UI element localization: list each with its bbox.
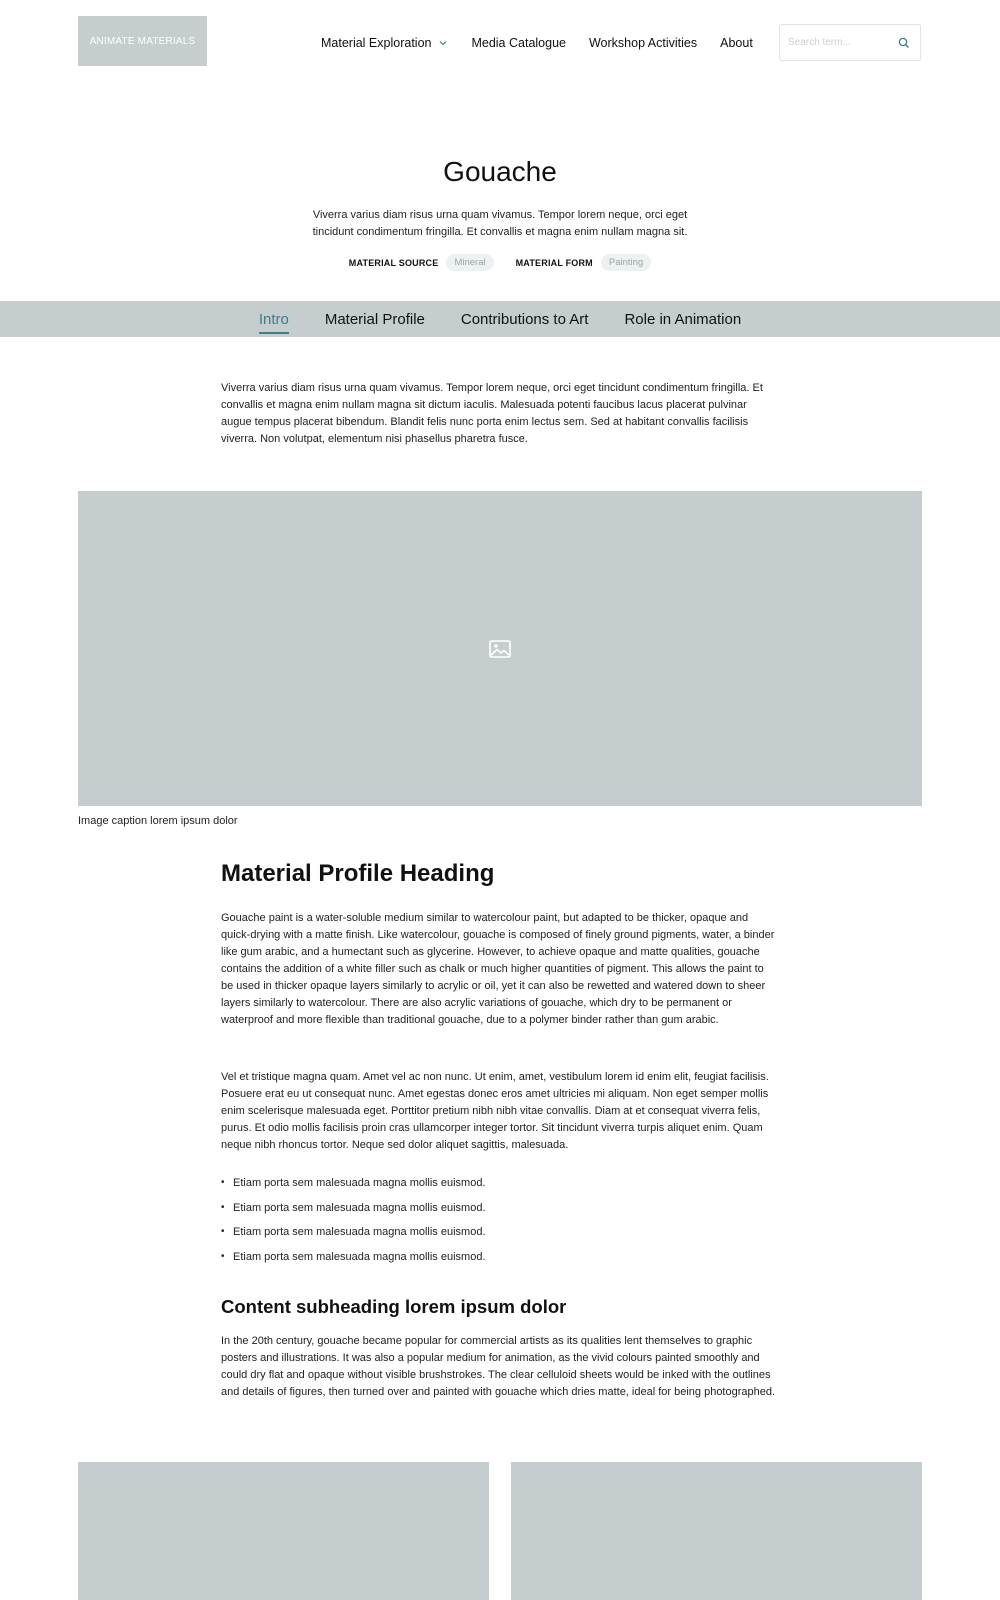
nav-about[interactable]: About [720, 36, 753, 50]
bullet-list [221, 1177, 486, 1275]
list-item-text: Etiam porta sem malesuada magna mollis euismod. [233, 1201, 486, 1214]
nav-material-exploration-label: Material Exploration [321, 36, 432, 50]
meta-chip[interactable]: Mineral [446, 254, 493, 271]
bullet-icon: • [221, 1177, 225, 1188]
meta-label: MATERIAL SOURCE [348, 257, 439, 268]
search-input[interactable] [788, 37, 898, 48]
profile-paragraph-1: Gouache paint is a water-soluble medium similar to watercolour paint, but adapted to be thicker, opaque and quick-drying with a matte finish. Like watercolour, gouache is composed of finely ground pigments, water, a binder like gum arabic, and a humectant such as glycerine. However, to achieve opaque and matte qualities, gouache contains the addition of a white filler such as chalk or much higher quantities of pigment. This allows the paint to be used in thicker opaque layers similarly to acrylic or oil, yet it can also be rewetted and watered down to sheer layers similarly to watercolour. There are also acrylic variations of gouache, which dry to be permanent or waterproof and more flexible than traditional gouache, due to a polymer binder rather than gum arabic. [221, 912, 775, 1026]
page-title: Gouache [443, 156, 557, 187]
meta-material-source [349, 254, 494, 271]
site-header [0, 0, 1000, 86]
gallery-image-left [78, 1462, 489, 1600]
nav-media-catalogue[interactable]: Media Catalogue [471, 36, 566, 50]
tab-contributions-to-art[interactable]: Contributions to Art [460, 310, 589, 328]
bullet-icon: • [221, 1226, 225, 1237]
bullet-icon: • [221, 1250, 225, 1262]
bullet-icon: • [221, 1201, 225, 1213]
image-placeholder-icon [489, 640, 511, 658]
meta-chip[interactable]: Painting [601, 254, 651, 271]
list-item [221, 1177, 486, 1202]
content-subheading: Content subheading lorem ipsum dolor [221, 1296, 567, 1317]
list-item-text: Etiam porta sem malesuada magna mollis euismod. [233, 1250, 486, 1263]
intro-paragraph: Viverra varius diam risus urna quam vivamus. Tempor lorem neque, orci eget tincidunt condimentum fringilla. Et convallis et magna enim nullam magna sit dictum iaculis. Malesuada potenti faucibus lacus placerat pulvinar augue tempus placerat bibendum. Blandit felis nunc porta enim lectus sem. Sed at habitant convallis facilisis viverra. Non volutpat, elementum nisi phasellus pharetra fusce. [221, 382, 763, 445]
tab-intro[interactable]: Intro [258, 310, 289, 328]
chevron-down-icon [438, 38, 448, 48]
image-caption: Image caption lorem ipsum dolor [78, 815, 238, 827]
material-meta [0, 254, 1000, 271]
list-item-text: Etiam porta sem malesuada magna mollis euismod. [233, 1226, 486, 1238]
feature-image [78, 491, 922, 806]
subheading-paragraph: In the 20th century, gouache became popular for commercial artists as its qualities lent themselves to graphic posters and illustrations. It was also a popular medium for animation, as the vivid colours painted smoothly and could dry flat and opaque without visible brushstrokes. The clear celluloid sheets would be inked with the outlines and details of figures, then turned over and painted with gouache which dries matte, ideal for being photographed. [221, 1335, 776, 1398]
meta-material-form [516, 254, 652, 271]
main-nav [321, 34, 776, 52]
section-tabs [0, 301, 1000, 337]
site-logo[interactable]: ANIMATE MATERIALS [78, 16, 207, 66]
nav-workshop-activities[interactable]: Workshop Activities [588, 36, 698, 50]
material-profile-heading: Material Profile Heading [221, 860, 495, 887]
tab-role-in-animation[interactable]: Role in Animation [624, 310, 742, 328]
list-item [221, 1226, 486, 1251]
list-item [221, 1251, 486, 1276]
search-box [779, 24, 921, 61]
hero-intro: Viverra varius diam risus urna quam vivamus. Tempor lorem neque, orci eget tincidunt condimentum fringilla. Et convallis et magna enim nullam magna sit. [312, 209, 688, 238]
meta-label: MATERIAL FORM [515, 257, 593, 268]
nav-material-exploration[interactable] [321, 36, 448, 50]
search-icon[interactable] [898, 37, 910, 49]
list-item [221, 1202, 486, 1227]
list-item-text: Etiam porta sem malesuada magna mollis euismod. [233, 1177, 486, 1189]
tab-material-profile[interactable]: Material Profile [324, 310, 425, 328]
profile-paragraph-2: Vel et tristique magna quam. Amet vel ac non nunc. Ut enim, amet, vestibulum lorem id enim elit, feugiat facilisis. Posuere erat eu ut consequat nunc. Amet egestas donec eros amet ultricies mi aliquam. Non eget semper mollis enim scelerisque malesuada eget. Porttitor pretium nibh nibh vitae convallis. Diam at et consequat viverra felis, purus. Et odio mollis facilisis proin cras ullamcorper integer tortor. Sit tincidunt viverra turpis aliquet enim. Quam neque nibh rhoncus tortor. Neque sed dolor aliquet sagittis, malesuada. [221, 1071, 769, 1151]
gallery-image-right [511, 1462, 922, 1600]
